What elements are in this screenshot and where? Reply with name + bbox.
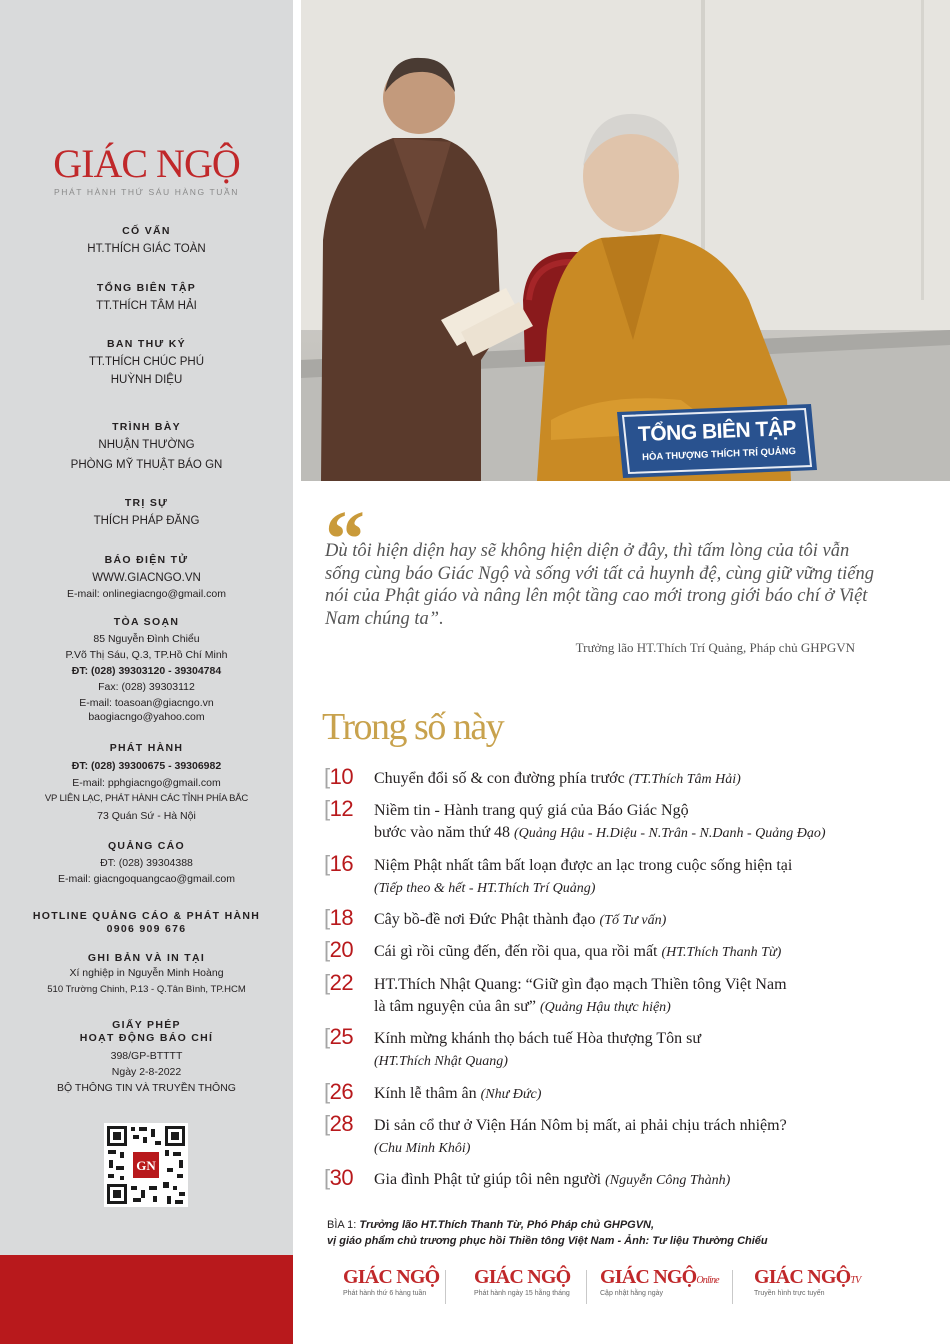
staff-line: 73 Quán Sứ - Hà Nội [97, 810, 196, 822]
qr-logo: GN [136, 1158, 156, 1173]
staff-line: HT.THÍCH GIÁC TOÀN [87, 243, 206, 255]
toc-page-number: [26 [324, 1079, 354, 1104]
toc-page-number: [16 [324, 851, 354, 876]
toc-subline: bước vào năm thứ 48 (Quảng Hậu - H.Diệu - N.Trân - N.Danh - Quảng Đạo) [374, 824, 826, 841]
toc-headline: Niềm tin - Hành trang quý giá của Báo Giác Ngộ [374, 802, 689, 819]
footer-divider [732, 1270, 733, 1304]
staff-line: 510 Trường Chinh, P.13 - Q.Tân Bình, TP.HCM [47, 984, 246, 995]
staff-line: 398/GP-BTTTT [110, 1050, 183, 1062]
staff-line: baogiacngo@yahoo.com [88, 711, 205, 723]
staff-line: Fax: (028) 39303112 [98, 681, 195, 693]
nameplate-line1: TỔNG BIÊN TẬP [637, 416, 797, 447]
toc-title: Trong số này [322, 706, 504, 748]
footer-divider [586, 1270, 587, 1304]
staff-line: P.Võ Thị Sáu, Q.3, TP.Hồ Chí Minh [65, 649, 228, 661]
toc-headline: Di sản cổ thư ở Viện Hán Nôm bị mất, ai phải chịu trách nhiệm? [374, 1117, 787, 1134]
toc-page-number: [18 [324, 905, 354, 930]
quote-attribution: Trưởng lão HT.Thích Trí Quảng, Pháp chủ GHPGVN [575, 640, 855, 655]
staff-line: PHÒNG MỸ THUẬT BÁO GN [70, 459, 223, 471]
staff-heading: TÒA SOẠN [113, 616, 180, 628]
toc-headline: Cái gì rồi cũng đến, đến rồi qua, qua rồi mất (HT.Thích Thanh Từ) [374, 943, 782, 960]
toc-headline: Kính mừng khánh thọ bách tuế Hòa thượng Tôn sư [374, 1030, 702, 1047]
toc-headline: Niệm Phật nhất tâm bất loạn được an lạc trong cuộc sống hiện tại [374, 857, 793, 874]
toc-page-number: [22 [324, 970, 354, 995]
staff-line: WWW.GIACNGO.VN [92, 572, 201, 584]
staff-line: HUỲNH DIỆU [110, 374, 183, 386]
footer-logo-tv[interactable]: GIÁC NGỘTV Truyền hình trực tuyến [754, 1266, 861, 1297]
staff-line: TT.THÍCH CHÚC PHÚ [89, 356, 204, 368]
staff-heading: GIẤY PHÉP [112, 1019, 181, 1031]
toc-page-number: [10 [324, 764, 354, 789]
staff-line: ĐT: (028) 39303120 - 39304784 [71, 665, 222, 677]
staff-line: ĐT: (028) 39300675 - 39306982 [71, 760, 222, 772]
staff-heading: QUẢNG CÁO [107, 840, 186, 852]
toc-subline: (HT.Thích Nhật Quang) [374, 1054, 508, 1069]
toc-page-number: [28 [324, 1111, 354, 1136]
toc-page-number: [20 [324, 937, 354, 962]
toc-headline: Gia đình Phật tử giúp tôi nên người (Nguyễn Công Thành) [374, 1171, 731, 1188]
pull-quote: Dù tôi hiện diện hay sẽ không hiện diện ở đây, thì tấm lòng của tôi vẫn sống cùng báo Giác Ngộ và sống với tất cả huynh đệ, cùng giữ vững tiếng nói của Phật giáo và nâng lên một tầng cao mới trong giới báo chí ở Việt Nam chúng ta”. [325, 541, 874, 629]
toc-headline: HT.Thích Nhật Quang: “Giữ gìn đạo mạch Thiền tông Việt Nam [374, 976, 787, 993]
staff-line: TT.THÍCH TÂM HẢI [96, 300, 197, 312]
staff-heading: HOẠT ĐỘNG BÁO CHÍ [79, 1032, 214, 1044]
sidebar-red-footer [0, 1255, 293, 1344]
qr-code[interactable] [104, 1123, 188, 1207]
staff-line: E-mail: onlinegiacngo@gmail.com [67, 588, 226, 600]
staff-line: Ngày 2-8-2022 [111, 1066, 182, 1078]
masthead-logo: GIÁC NGỘ [53, 141, 240, 186]
staff-line: Xí nghiệp in Nguyễn Minh Hoàng [69, 967, 224, 979]
toc-headline: Chuyển đổi số & con đường phía trước (TT.Thích Tâm Hải) [374, 770, 741, 787]
toc-subline: (Chu Minh Khôi) [374, 1141, 471, 1156]
footer-logo-weekly[interactable]: GIÁC NGỘ Phát hành thứ 6 hàng tuần [343, 1266, 440, 1297]
staff-heading: CỐ VẤN [122, 225, 171, 237]
toc-page-number: [30 [324, 1165, 354, 1190]
caption-label: BÌA 1: [327, 1219, 357, 1231]
masthead-tagline: PHÁT HÀNH THỨ SÁU HÀNG TUẦN [53, 187, 240, 197]
staff-line: 0906 909 676 [106, 923, 187, 935]
staff-line: BỘ THÔNG TIN VÀ TRUYỀN THÔNG [57, 1082, 236, 1094]
staff-line: E-mail: pphgiacngo@gmail.com [72, 777, 221, 789]
staff-heading: TRỊ SỰ [124, 497, 169, 509]
staff-heading: GHI BẢN VÀ IN TẠI [87, 952, 206, 964]
staff-heading: HOTLINE QUẢNG CÁO & PHÁT HÀNH [32, 910, 261, 922]
toc-headline: Kính lễ thâm ân (Như Đức) [374, 1085, 542, 1102]
toc-subline: (Tiếp theo & hết - HT.Thích Trí Quảng) [374, 881, 596, 896]
toc-page-number: [12 [324, 796, 354, 821]
staff-line: NHUẬN THƯỜNG [98, 439, 195, 451]
quote-mark-icon: “ [325, 496, 365, 584]
toc-headline: Cây bồ-đề nơi Đức Phật thành đạo (Tố Tư vấn) [374, 911, 667, 928]
staff-line: E-mail: toasoan@giacngo.vn [79, 697, 214, 709]
staff-line: ĐT: (028) 39304388 [100, 857, 193, 869]
photo-illustration [301, 0, 950, 481]
staff-heading: BAN THƯ KÝ [107, 338, 186, 350]
toc-subline: là tâm nguyện của ân sư” (Quảng Hậu thực hiện) [374, 998, 671, 1015]
toc-page-number: [25 [324, 1024, 354, 1049]
nameplate-line2: HÒA THƯỢNG THÍCH TRÍ QUẢNG [641, 445, 797, 464]
footer-logo-monthly[interactable]: GIÁC NGỘ Phát hành ngày 15 hằng tháng [474, 1266, 571, 1297]
cover-caption [327, 1217, 768, 1249]
staff-heading: PHÁT HÀNH [109, 742, 184, 754]
staff-line: VP LIÊN LẠC, PHÁT HÀNH CÁC TỈNH PHÍA BẮC [44, 793, 249, 804]
caption-line: vị giáo phẩm chủ trương phục hồi Thiền tông Việt Nam - Ảnh: Tư liệu Thường Chiếu [327, 1235, 768, 1247]
caption-line: Trưởng lão HT.Thích Thanh Từ, Phó Pháp chủ GHPGVN, [359, 1219, 655, 1231]
footer-divider [445, 1270, 446, 1304]
staff-heading: BÁO ĐIỆN TỬ [104, 554, 189, 566]
staff-line: 85 Nguyễn Đình Chiểu [93, 633, 200, 645]
staff-heading: TỔNG BIÊN TẬP [96, 282, 197, 294]
staff-line: E-mail: giacngoquangcao@gmail.com [58, 873, 235, 885]
footer-logo-online[interactable]: GIÁC NGỘOnline Cập nhật hằng ngày [600, 1266, 719, 1297]
cover-photo [301, 0, 950, 481]
staff-heading: TRÌNH BÀY [112, 421, 181, 433]
staff-line: THÍCH PHÁP ĐĂNG [93, 515, 200, 527]
